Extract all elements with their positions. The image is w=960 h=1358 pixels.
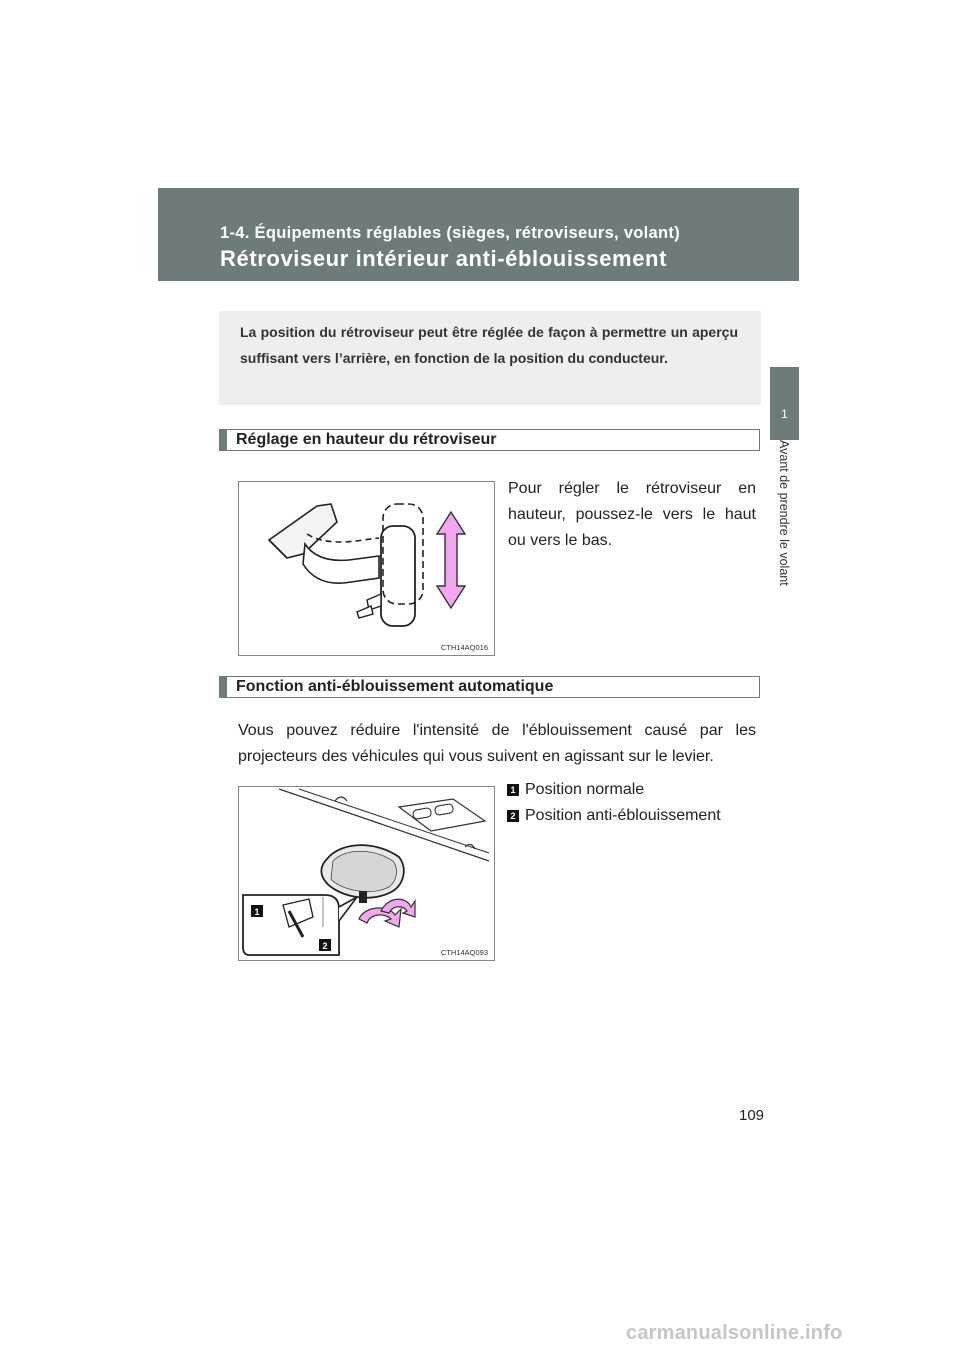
chapter-tab [770, 367, 799, 440]
section-title: 1-4. Équipements réglables (sièges, rétroviseurs, volant) [220, 224, 681, 242]
anti-glare-lever-illustration [239, 787, 495, 961]
number-badge-icon: 1 [507, 784, 519, 796]
subheading-bar [220, 677, 227, 697]
chapter-tab-label [770, 440, 799, 640]
svg-text:2: 2 [322, 941, 328, 951]
intro-box [219, 311, 761, 405]
legend-label: Position anti-éblouissement [525, 807, 721, 824]
subheading-text: Réglage en hauteur du rétroviseur [236, 431, 497, 448]
watermark: carmanualsonline.info [626, 1322, 843, 1344]
chapter-header [158, 188, 799, 281]
page-title: Rétroviseur intérieur anti-éblouissement [220, 246, 667, 271]
intro-text: La position du rétroviseur peut être réglée de façon à permettre un aperçu suffisant vers l’arrière, en fonction de la position du conducteur. [240, 324, 738, 366]
legend-item-normal [507, 781, 644, 799]
figure-anti-glare [238, 786, 495, 961]
chapter-number: 1 [781, 407, 788, 421]
mirror-height-illustration [239, 482, 495, 656]
figure-height-adjust [238, 481, 495, 656]
subheading-anti-glare [219, 676, 760, 698]
page-number: 109 [739, 1107, 765, 1124]
legend-item-anti-glare [507, 807, 721, 825]
svg-text:1: 1 [254, 907, 260, 917]
number-badge-icon: 2 [507, 810, 519, 822]
subheading-text: Fonction anti-éblouissement automatique [236, 678, 554, 695]
chapter-title: Avant de prendre le volant [777, 440, 791, 586]
figure-code: CTH14AQ016 [440, 643, 488, 652]
legend-label: Position normale [525, 781, 645, 798]
subheading-bar [220, 430, 227, 450]
figure-code: CTH14AQ093 [440, 948, 488, 957]
anti-glare-text: Vous pouvez réduire l'intensité de l'éblouissement causé par les projecteurs des véhicules qui vous suivent en agissant sur le levier. [238, 722, 756, 765]
height-adjust-text: Pour régler le rétroviseur en hauteur, poussez-le vers le haut ou vers le bas. [508, 480, 756, 549]
subheading-height-adjust [219, 429, 760, 451]
